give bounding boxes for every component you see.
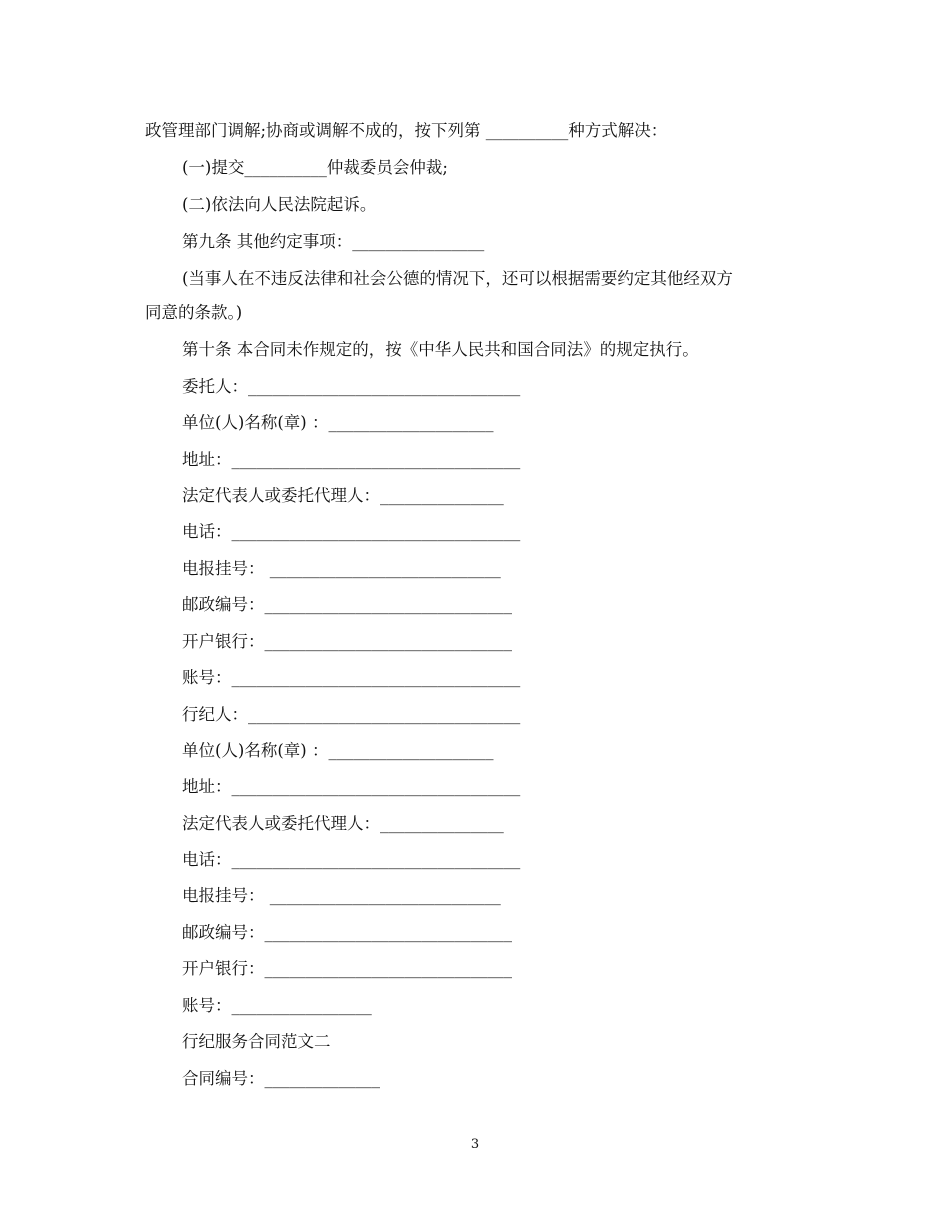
broker-telegraph-field: 电报挂号： ____________________________ (182, 886, 501, 905)
principal-account-field: 账号：___________________________________ (182, 668, 521, 687)
broker-field: 行纪人：_________________________________ (182, 705, 521, 724)
broker-unit-name-field: 单位(人)名称(章) ：____________________ (182, 741, 494, 760)
section-heading-sample-two: 行纪服务合同范文二 (182, 1032, 331, 1051)
article-ten: 第十条 本合同未作规定的，按《中华人民共和国合同法》的规定执行。 (182, 340, 699, 359)
contract-number-field: 合同编号：______________ (182, 1069, 380, 1088)
broker-address-field: 地址：___________________________________ (182, 777, 521, 796)
note-line-2: 同意的条款。) (145, 303, 243, 322)
principal-representative-field: 法定代表人或委托代理人：_______________ (182, 486, 504, 505)
principal-bank-field: 开户银行：______________________________ (182, 632, 512, 651)
broker-bank-field: 开户银行：______________________________ (182, 959, 512, 978)
broker-phone-field: 电话：___________________________________ (182, 850, 521, 869)
page-number: 3 (470, 1137, 480, 1152)
principal-telegraph-field: 电报挂号： ____________________________ (182, 559, 501, 578)
broker-representative-field: 法定代表人或委托代理人：_______________ (182, 814, 504, 833)
principal-address-field: 地址：___________________________________ (182, 450, 521, 469)
principal-postcode-field: 邮政编号：______________________________ (182, 595, 512, 614)
principal-phone-field: 电话：___________________________________ (182, 522, 521, 541)
article-nine: 第九条 其他约定事项：________________ (182, 232, 485, 251)
broker-postcode-field: 邮政编号：______________________________ (182, 923, 512, 942)
paragraph-dispute-resolution: 政管理部门调解;协商或调解不成的，按下列第 __________种方式解决： (145, 121, 668, 140)
principal-field: 委托人：_________________________________ (182, 377, 521, 396)
list-item-arbitration: (一)提交__________仲裁委员会仲裁; (182, 158, 448, 177)
note-line-1: (当事人在不违反法律和社会公德的情况下，还可以根据需要约定其他经双方 (182, 269, 733, 288)
principal-unit-name-field: 单位(人)名称(章) ：____________________ (182, 413, 494, 432)
broker-account-field: 账号：_________________ (182, 996, 372, 1015)
list-item-lawsuit: (二)依法向人民法院起诉。 (182, 195, 377, 214)
